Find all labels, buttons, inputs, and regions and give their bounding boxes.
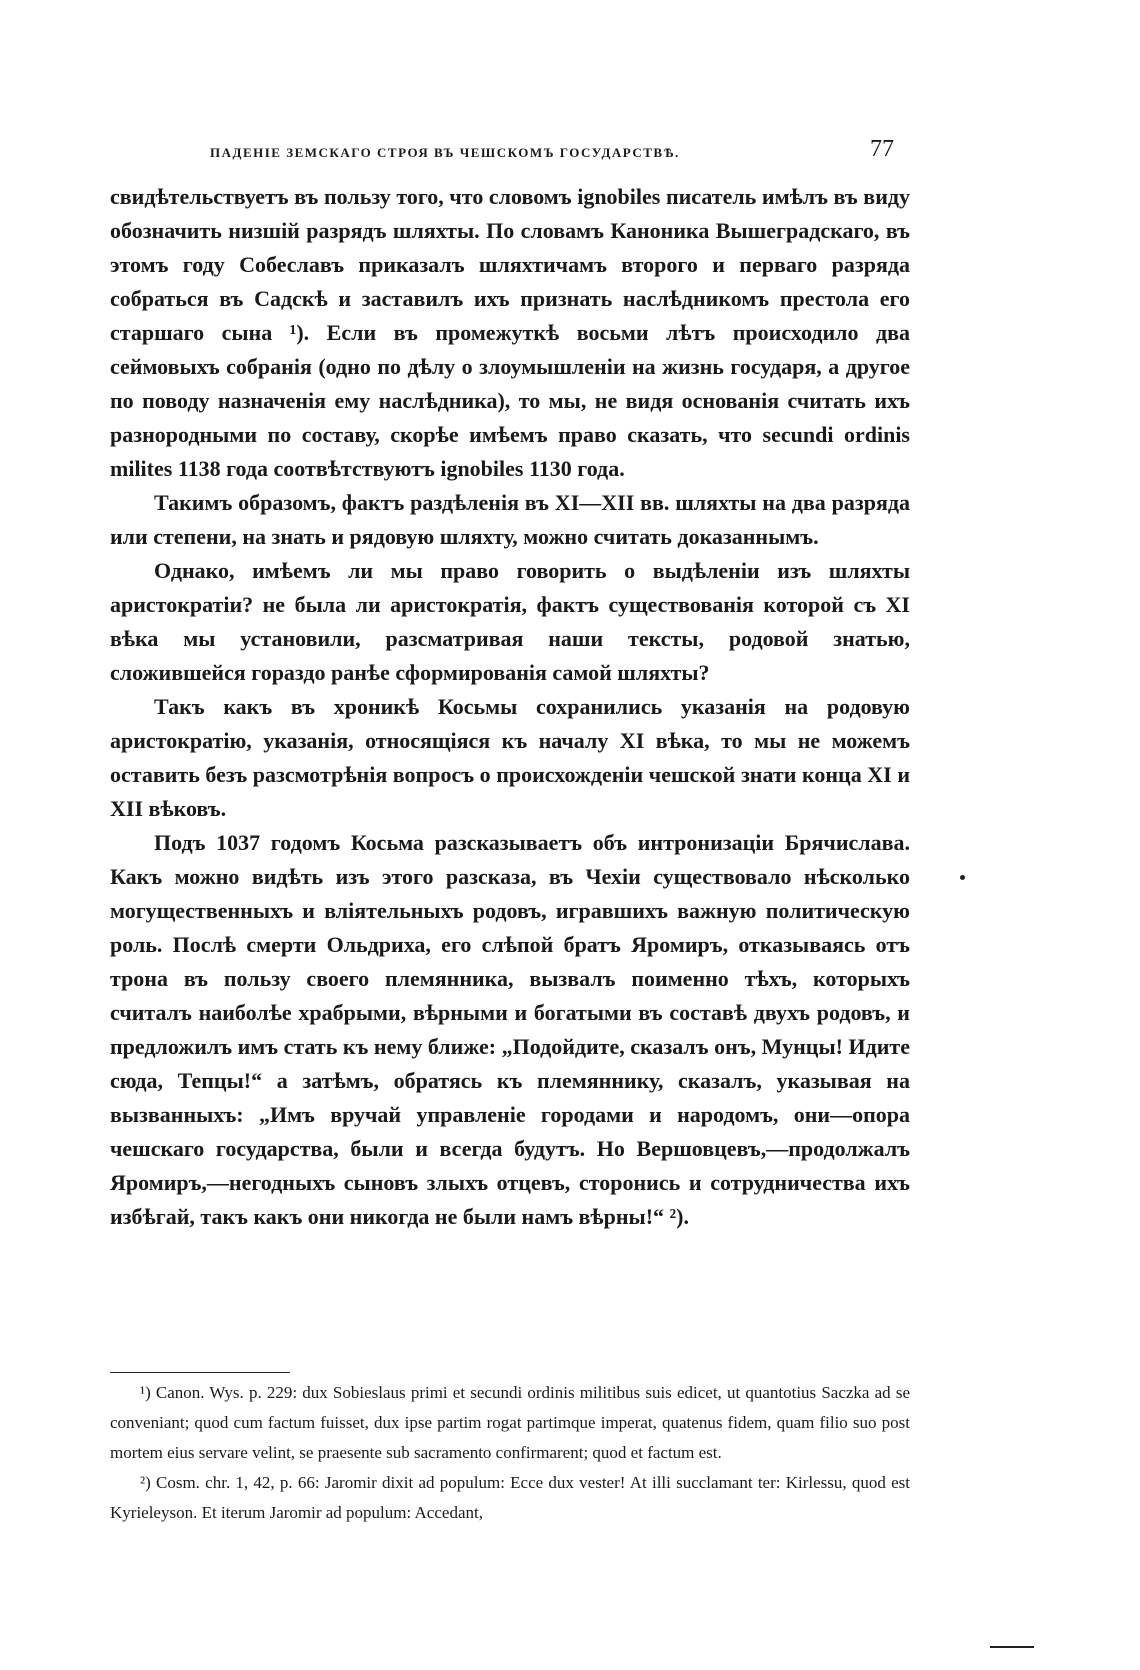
footnote-divider [110, 1372, 290, 1373]
footnote-2: ²) Cosm. chr. 1, 42, p. 66: Jaromir dixit ad populum: Ecce dux vester! At illi succlamant ter: Kirlessu, quod est Kyrieleyson. Et iterum Jaromir ad populum: Accedant, [110, 1473, 910, 1522]
page-number: 77 [870, 136, 894, 162]
margin-dash [990, 1646, 1034, 1648]
paragraph-4: Такъ какъ въ хроникѣ Косьмы сохранились указанія на родовую аристократію, указанія, относящіяся къ началу XI вѣка, то мы не можемъ оставить безъ разсмотрѣнія вопросъ о происхожденіи чешской знати конца XI и XII вѣковъ. [110, 694, 910, 821]
main-text [110, 180, 910, 1234]
paragraph-2: Такимъ образомъ, фактъ раздѣленія въ XI—XII вв. шляхты на два разряда или степени, на знать и рядовую шляхту, можно считать доказаннымъ. [110, 490, 910, 549]
footnote-1: ¹) Canon. Wys. p. 229: dux Sobieslaus primi et secundi ordinis militibus suis edicet, ut quantotius Saczka ad se conveniant; quod cum factum fuisset, dux ipse partim rogat partimque imperat, quatenus fidem, quam filio suo post mortem eius servare velint, se praesente sub sacramento confirmarent; quod et factum est. [110, 1383, 910, 1462]
running-head: ПАДЕНІЕ ЗЕМСКАГО СТРОЯ ВЪ ЧЕШСКОМЪ ГОСУДАРСТВѢ. [210, 145, 680, 160]
paragraph-5: Подъ 1037 годомъ Косьма разсказываетъ объ интронизаціи Брячислава. Какъ можно видѣть изъ этого разсказа, въ Чехіи существовало нѣсколько могущественныхъ и вліятельныхъ родовъ, игравшихъ важную политическую роль. Послѣ смерти Ольдриха, его слѣпой братъ Яромиръ, отказываясь отъ трона въ пользу своего племянника, вызвалъ поименно тѣхъ, которыхъ считалъ наиболѣе храбрыми, вѣрными и богатыми въ составѣ двухъ родовъ, и предложилъ имъ стать къ нему ближе: „Подойдите, сказалъ онъ, Мунцы! Идите сюда, Тепцы!“ а затѣмъ, обратясь къ племяннику, сказалъ, указывая на вызванныхъ: „Имъ вручай управленіе городами и народомъ, они—опора чешскаго государства, были и всегда будутъ. Но Вершовцевъ,—продолжалъ Яромиръ,—негодныхъ сыновъ злыхъ отцевъ, сторонись и сотрудничества ихъ избѣгай, такъ какъ они никогда не были намъ вѣрны!“ ²). [110, 830, 910, 1229]
footnotes [110, 1378, 910, 1528]
margin-mark [960, 875, 965, 880]
paragraph-3: Однако, имѣемъ ли мы право говорить о выдѣленіи изъ шляхты аристократіи? не была ли аристократія, фактъ существованія которой съ XI вѣка мы установили, разсматривая наши тексты, родовой знатью, сложившейся гораздо ранѣе сформированія самой шляхты? [110, 558, 910, 685]
paragraph-1: свидѣтельствуетъ въ пользу того, что словомъ ignobiles писатель имѣлъ въ виду обозначить низшій разрядъ шляхты. По словамъ Каноника Вышеградскаго, въ этомъ году Собеславъ приказалъ шляхтичамъ второго и перваго разряда собраться въ Садскѣ и заставилъ ихъ признать наслѣдникомъ престола его старшаго сына ¹). Если въ промежуткѣ восьми лѣтъ происходило два сеймовыхъ собранія (одно по дѣлу о злоумышленіи на жизнь государя, а другое по поводу назначенія ему наслѣдника), то мы, не видя основанія считать ихъ разнородными по составу, скорѣе имѣемъ право сказать, что secundi ordinis milites 1138 года соотвѣтствуютъ ignobiles 1130 года. [110, 184, 910, 481]
